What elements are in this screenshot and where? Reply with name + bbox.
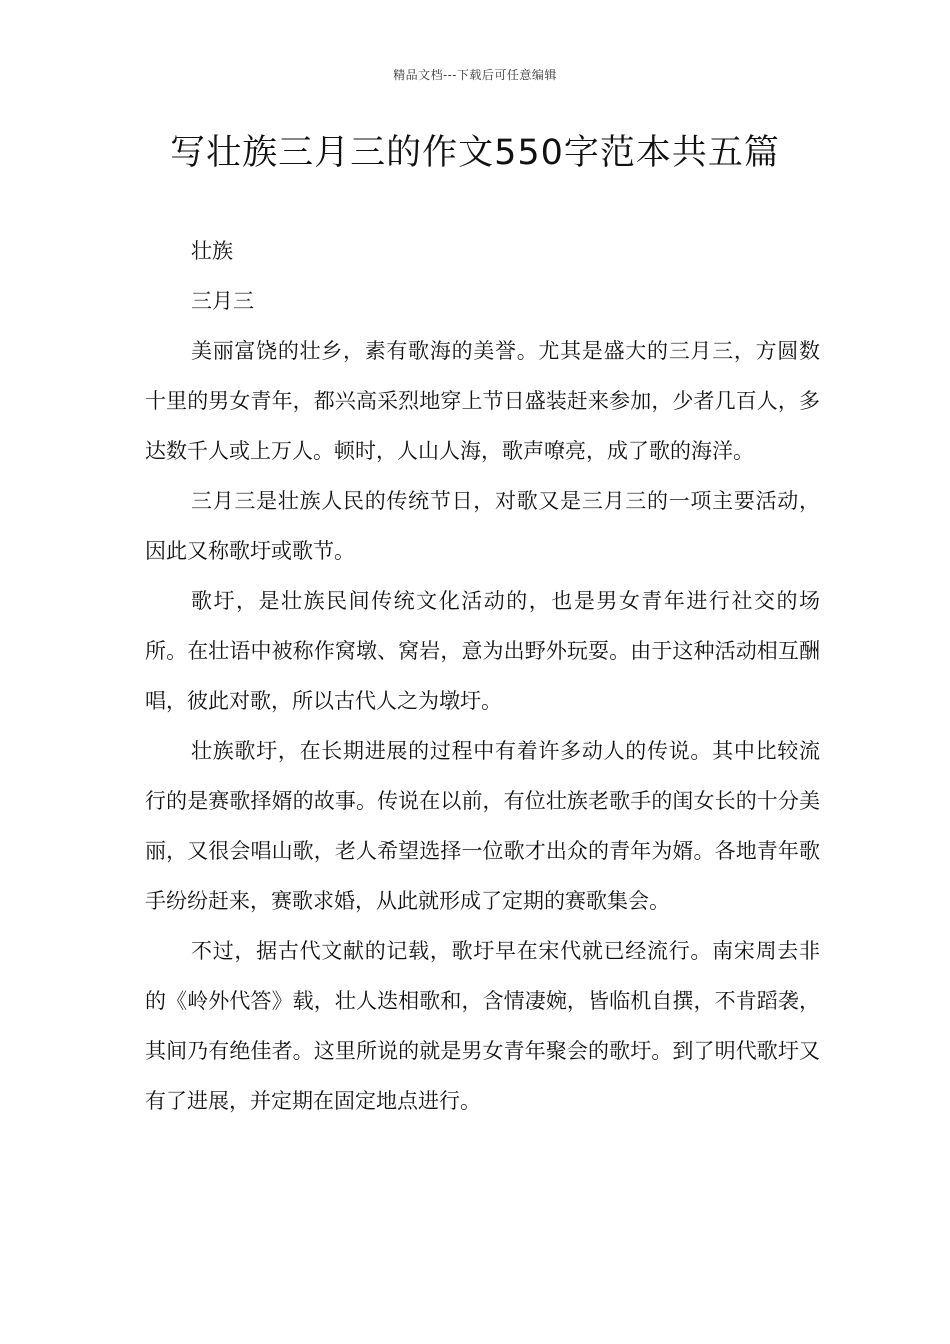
document-title: 写壮族三月三的作文550字范本共五篇 [170,133,780,173]
paragraph: 歌圩，是壮族民间传统文化活动的，也是男女青年进行社交的场所。在壮语中被称作窝墩、窝岩，意为出野外玩耍。由于这种活动相互酬唱，彼此对歌，所以古代人之为墩圩。 [145,589,820,713]
document-body [145,226,820,1126]
paragraph: 不过，据古代文献的记载，歌圩早在宋代就已经流行。南宋周去非的《岭外代答》载，壮人迭相歌和，含情凄婉，皆临机自撰，不肯蹈袭，其间乃有绝佳者。这里所说的就是男女青年聚会的歌圩。到了明代歌圩又有了进展，并定期在固定地点进行。 [145,939,820,1113]
paragraph: 壮族歌圩，在长期进展的过程中有着许多动人的传说。其中比较流行的是赛歌择婿的故事。传说在以前，有位壮族老歌手的闺女长的十分美丽，又很会唱山歌，老人希望选择一位歌才出众的青年为婿。各地青年歌手纷纷赶来，赛歌求婚，从此就形成了定期的赛歌集会。 [145,739,820,913]
paragraph: 壮族 [191,239,233,263]
header-note: 精品文档---下载后可任意编辑 [393,68,557,82]
paragraph: 美丽富饶的壮乡，素有歌海的美誉。尤其是盛大的三月三，方圆数十里的男女青年，都兴高采烈地穿上节日盛装赶来参加，少者几百人，多达数千人或上万人。顿时，人山人海，歌声嘹亮，成了歌的海洋。 [145,339,820,463]
paragraph: 三月三是壮族人民的传统节日，对歌又是三月三的一项主要活动，因此又称歌圩或歌节。 [145,489,820,563]
paragraph: 三月三 [191,289,254,313]
